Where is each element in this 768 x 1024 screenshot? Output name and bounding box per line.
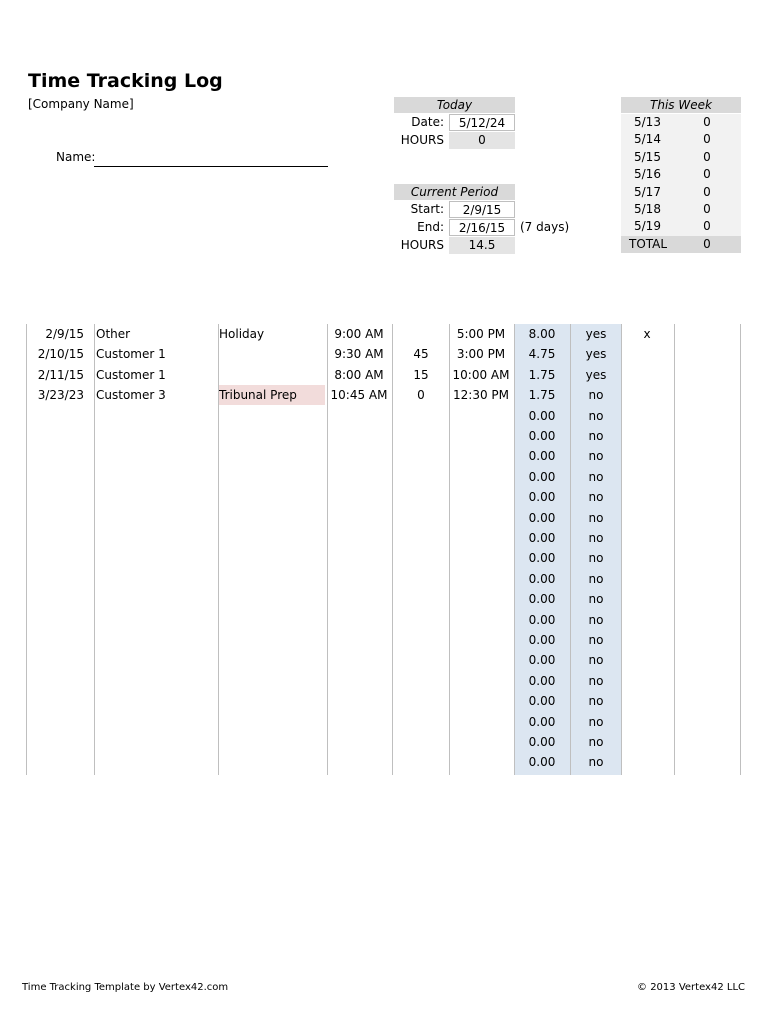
log-client-cell[interactable]: Customer 1 xyxy=(96,367,166,382)
log-billable-cell[interactable]: no xyxy=(588,592,604,607)
log-break-cell[interactable] xyxy=(394,630,448,650)
log-time-in-cell[interactable]: 8:00 AM xyxy=(334,367,384,382)
week-day-date: 5/18 xyxy=(634,201,661,216)
log-break-cell[interactable] xyxy=(394,487,448,507)
week-day-hours: 0 xyxy=(703,115,711,129)
table-row xyxy=(26,365,741,385)
log-client-cell[interactable] xyxy=(96,528,216,548)
log-time-out-cell[interactable] xyxy=(450,712,512,732)
log-date-cell[interactable]: 3/23/23 xyxy=(37,388,84,403)
log-billable-cell[interactable]: no xyxy=(588,571,604,586)
log-time-out-cell[interactable] xyxy=(450,752,512,772)
table-row xyxy=(26,467,741,487)
name-field[interactable] xyxy=(94,166,328,167)
log-billable-cell[interactable]: no xyxy=(588,714,604,729)
log-time-out-cell[interactable] xyxy=(450,508,512,528)
log-flag-cell[interactable] xyxy=(622,467,672,487)
period-end-label: End: xyxy=(417,220,444,234)
log-billable-cell[interactable]: no xyxy=(588,510,604,525)
log-flag-cell[interactable] xyxy=(622,446,672,466)
log-time-in-cell[interactable] xyxy=(328,671,390,691)
table-row xyxy=(26,732,741,752)
log-time-in-cell[interactable] xyxy=(328,426,390,446)
log-break-cell[interactable]: 0 xyxy=(417,388,425,403)
log-billable-cell[interactable]: no xyxy=(588,408,604,423)
table-row xyxy=(26,569,741,589)
log-task-cell[interactable]: Tribunal Prep xyxy=(219,385,325,405)
log-time-in-cell[interactable] xyxy=(328,589,390,609)
log-break-cell[interactable] xyxy=(394,732,448,752)
week-day-hours: 0 xyxy=(703,219,711,234)
log-time-out-cell[interactable]: 12:30 PM xyxy=(453,388,509,403)
log-client-cell[interactable] xyxy=(96,650,216,670)
log-client-cell[interactable] xyxy=(96,671,216,691)
log-client-cell[interactable]: Other xyxy=(96,327,131,341)
week-day-row xyxy=(621,184,741,201)
table-row xyxy=(26,406,741,426)
log-date-cell[interactable] xyxy=(26,487,84,507)
log-hours-cell: 0.00 xyxy=(528,408,556,423)
log-client-cell[interactable] xyxy=(96,712,216,732)
log-task-cell[interactable] xyxy=(219,365,325,385)
log-task-cell[interactable] xyxy=(219,406,325,426)
log-time-out-cell[interactable] xyxy=(450,650,512,670)
log-task-cell[interactable] xyxy=(219,732,325,752)
log-billable-cell[interactable]: no xyxy=(588,490,604,505)
table-row xyxy=(26,589,741,609)
log-time-out-cell[interactable]: 3:00 PM xyxy=(456,347,506,362)
log-hours-cell: 0.00 xyxy=(528,755,556,770)
log-hours-cell: 8.00 xyxy=(528,327,556,341)
log-date-cell[interactable] xyxy=(26,671,84,691)
table-row xyxy=(26,630,741,650)
log-billable-cell[interactable]: no xyxy=(588,388,604,403)
log-flag-cell[interactable] xyxy=(622,548,672,568)
log-date-cell[interactable] xyxy=(26,691,84,711)
log-hours-cell: 0.00 xyxy=(528,490,556,505)
log-time-in-cell[interactable]: 10:45 AM xyxy=(330,388,388,403)
period-days-note: (7 days) xyxy=(520,220,570,234)
log-task-cell[interactable] xyxy=(219,630,325,650)
today-heading: Today xyxy=(394,97,515,113)
log-task-cell[interactable] xyxy=(219,446,325,466)
log-client-cell[interactable] xyxy=(96,467,216,487)
log-hours-cell: 0.00 xyxy=(528,571,556,586)
log-flag-cell[interactable] xyxy=(622,508,672,528)
log-time-in-cell[interactable] xyxy=(328,467,390,487)
log-flag-cell[interactable] xyxy=(622,650,672,670)
log-task-cell[interactable] xyxy=(219,467,325,487)
table-row xyxy=(26,487,741,507)
today-date-label: Date: xyxy=(411,115,444,129)
log-time-in-cell[interactable]: 9:30 AM xyxy=(334,347,384,362)
table-row xyxy=(26,446,741,466)
log-date-cell[interactable] xyxy=(26,732,84,752)
log-client-cell[interactable] xyxy=(96,426,216,446)
log-date-cell[interactable] xyxy=(26,426,84,446)
log-break-cell[interactable]: 15 xyxy=(413,367,429,382)
table-row xyxy=(26,385,741,405)
log-flag-cell[interactable] xyxy=(622,385,672,405)
log-time-out-cell[interactable]: 5:00 PM xyxy=(456,327,506,341)
log-break-cell[interactable] xyxy=(394,610,448,630)
log-date-cell[interactable] xyxy=(26,712,84,732)
table-row xyxy=(26,426,741,446)
log-time-out-cell[interactable] xyxy=(450,406,512,426)
table-row xyxy=(26,548,741,568)
log-break-cell[interactable] xyxy=(394,589,448,609)
log-client-cell[interactable] xyxy=(96,569,216,589)
log-client-cell[interactable] xyxy=(96,752,216,772)
log-break-cell[interactable] xyxy=(394,426,448,446)
log-time-in-cell[interactable] xyxy=(328,732,390,752)
period-start-value[interactable]: 2/9/15 xyxy=(449,201,515,218)
log-client-cell[interactable]: Customer 1 xyxy=(96,347,166,362)
log-hours-cell: 0.00 xyxy=(528,735,556,749)
log-flag-cell[interactable] xyxy=(622,528,672,548)
time-log-table xyxy=(26,324,741,775)
table-row xyxy=(26,508,741,528)
log-date-cell[interactable] xyxy=(26,406,84,426)
week-day-hours: 0 xyxy=(703,167,711,182)
log-flag-cell[interactable] xyxy=(622,732,672,752)
log-time-in-cell[interactable] xyxy=(328,630,390,650)
period-hours-value: 14.5 xyxy=(449,237,515,254)
log-task-cell[interactable] xyxy=(219,528,325,548)
today-hours-value: 0 xyxy=(449,132,515,149)
log-time-out-cell[interactable] xyxy=(450,426,512,446)
log-date-cell[interactable] xyxy=(26,446,84,466)
week-day-date: 5/19 xyxy=(634,219,661,234)
today-date-value[interactable]: 5/12/24 xyxy=(449,114,515,131)
log-flag-cell[interactable] xyxy=(622,344,672,364)
log-time-in-cell[interactable] xyxy=(328,548,390,568)
table-row xyxy=(26,528,741,548)
log-task-cell[interactable] xyxy=(219,548,325,568)
log-date-cell[interactable] xyxy=(26,508,84,528)
log-time-in-cell[interactable] xyxy=(328,691,390,711)
log-time-out-cell[interactable] xyxy=(450,610,512,630)
log-time-out-cell[interactable]: 10:00 AM xyxy=(452,367,510,382)
week-total-row xyxy=(621,236,741,253)
log-billable-cell[interactable]: no xyxy=(588,469,604,484)
week-day-date: 5/17 xyxy=(634,184,661,199)
log-client-cell[interactable] xyxy=(96,548,216,568)
log-billable-cell[interactable]: no xyxy=(588,735,604,749)
log-client-cell[interactable] xyxy=(96,732,216,752)
log-break-cell[interactable] xyxy=(394,548,448,568)
log-flag-cell[interactable] xyxy=(622,630,672,650)
log-task-cell[interactable] xyxy=(219,426,325,446)
log-task-cell[interactable] xyxy=(219,671,325,691)
log-task-cell[interactable] xyxy=(219,712,325,732)
log-time-in-cell[interactable] xyxy=(328,569,390,589)
week-day-date: 5/16 xyxy=(634,167,661,182)
log-flag-cell[interactable] xyxy=(622,610,672,630)
log-date-cell[interactable] xyxy=(26,528,84,548)
log-hours-cell: 0.00 xyxy=(528,449,556,464)
log-time-out-cell[interactable] xyxy=(450,467,512,487)
log-time-out-cell[interactable] xyxy=(450,732,512,752)
log-hours-cell: 0.00 xyxy=(528,469,556,484)
log-flag-cell[interactable] xyxy=(622,589,672,609)
log-break-cell[interactable] xyxy=(394,650,448,670)
log-task-cell[interactable] xyxy=(219,569,325,589)
table-row xyxy=(26,344,741,364)
log-time-in-cell[interactable] xyxy=(328,487,390,507)
table-row xyxy=(26,650,741,670)
log-time-out-cell[interactable] xyxy=(450,528,512,548)
log-break-cell[interactable] xyxy=(394,528,448,548)
today-hours-label: HOURS xyxy=(400,133,444,147)
log-hours-cell: 0.00 xyxy=(528,551,556,566)
log-billable-cell[interactable]: yes xyxy=(585,367,607,382)
log-time-in-cell[interactable] xyxy=(328,610,390,630)
log-hours-cell: 0.00 xyxy=(528,694,556,709)
log-billable-cell[interactable]: no xyxy=(588,653,604,668)
log-client-cell[interactable] xyxy=(96,610,216,630)
log-date-cell[interactable]: 2/11/15 xyxy=(37,367,84,382)
log-billable-cell[interactable]: yes xyxy=(585,327,607,341)
table-row xyxy=(26,691,741,711)
log-client-cell[interactable] xyxy=(96,508,216,528)
log-hours-cell: 0.00 xyxy=(528,653,556,668)
log-flag-cell[interactable] xyxy=(622,712,672,732)
log-time-in-cell[interactable] xyxy=(328,712,390,732)
period-start-label: Start: xyxy=(410,202,444,216)
log-break-cell[interactable] xyxy=(394,671,448,691)
log-hours-cell: 0.00 xyxy=(528,531,556,545)
table-row xyxy=(26,324,741,344)
log-billable-cell[interactable]: no xyxy=(588,429,604,443)
week-day-date: 5/15 xyxy=(634,149,661,164)
log-hours-cell: 4.75 xyxy=(528,347,556,362)
log-date-cell[interactable] xyxy=(26,569,84,589)
log-flag-cell[interactable] xyxy=(622,569,672,589)
week-day-hours: 0 xyxy=(703,149,711,164)
log-billable-cell[interactable]: no xyxy=(588,531,604,545)
log-break-cell[interactable] xyxy=(394,508,448,528)
log-client-cell[interactable] xyxy=(96,630,216,650)
footer-left: Time Tracking Template by Vertex42.com xyxy=(22,982,229,993)
week-day-hours: 0 xyxy=(703,132,711,147)
log-flag-cell[interactable] xyxy=(622,691,672,711)
company-name[interactable]: [Company Name] xyxy=(28,97,134,111)
week-day-row xyxy=(621,131,741,148)
week-day-hours: 0 xyxy=(703,184,711,199)
table-row xyxy=(26,712,741,732)
week-summary xyxy=(621,114,741,253)
log-time-in-cell[interactable]: 9:00 AM xyxy=(334,327,384,341)
log-client-cell[interactable] xyxy=(96,691,216,711)
log-client-cell[interactable] xyxy=(96,487,216,507)
log-time-out-cell[interactable] xyxy=(450,630,512,650)
log-billable-cell[interactable]: no xyxy=(588,612,604,627)
period-heading: Current Period xyxy=(394,184,515,200)
log-date-cell[interactable] xyxy=(26,548,84,568)
week-total-label: TOTAL xyxy=(629,236,668,251)
log-break-cell[interactable] xyxy=(394,569,448,589)
log-billable-cell[interactable]: no xyxy=(588,673,604,688)
log-hours-cell: 1.75 xyxy=(528,367,556,382)
log-date-cell[interactable]: 2/9/15 xyxy=(45,327,84,341)
log-flag-cell[interactable] xyxy=(622,671,672,691)
week-day-hours: 0 xyxy=(703,201,711,216)
week-day-row xyxy=(621,201,741,218)
page-title: Time Tracking Log xyxy=(28,70,223,92)
log-time-in-cell[interactable] xyxy=(328,446,390,466)
log-task-cell[interactable] xyxy=(219,508,325,528)
week-day-row xyxy=(621,166,741,183)
table-row xyxy=(26,610,741,630)
log-task-cell[interactable] xyxy=(219,344,325,364)
log-hours-cell: 0.00 xyxy=(528,633,556,647)
log-client-cell[interactable] xyxy=(96,406,216,426)
log-date-cell[interactable]: 2/10/15 xyxy=(37,347,84,362)
period-end-value[interactable]: 2/16/15 xyxy=(449,219,515,236)
log-break-cell[interactable] xyxy=(394,691,448,711)
log-date-cell[interactable] xyxy=(26,650,84,670)
log-time-in-cell[interactable] xyxy=(328,406,390,426)
log-date-cell[interactable] xyxy=(26,467,84,487)
log-time-out-cell[interactable] xyxy=(450,691,512,711)
log-time-out-cell[interactable] xyxy=(450,446,512,466)
log-flag-cell[interactable] xyxy=(622,365,672,385)
log-hours-cell: 0.00 xyxy=(528,429,556,443)
week-day-row xyxy=(621,114,741,131)
log-break-cell[interactable] xyxy=(394,467,448,487)
log-break-cell[interactable] xyxy=(394,752,448,772)
log-break-cell[interactable] xyxy=(394,446,448,466)
log-time-in-cell[interactable] xyxy=(328,528,390,548)
log-task-cell[interactable]: Holiday xyxy=(219,327,265,341)
log-hours-cell: 0.00 xyxy=(528,673,556,688)
log-client-cell[interactable] xyxy=(96,446,216,466)
log-date-cell[interactable] xyxy=(26,610,84,630)
log-time-out-cell[interactable] xyxy=(450,548,512,568)
table-row xyxy=(26,752,741,772)
log-time-out-cell[interactable] xyxy=(450,487,512,507)
log-task-cell[interactable] xyxy=(219,691,325,711)
log-date-cell[interactable] xyxy=(26,589,84,609)
log-task-cell[interactable] xyxy=(219,487,325,507)
log-task-cell[interactable] xyxy=(219,752,325,772)
log-date-cell[interactable] xyxy=(26,630,84,650)
log-flag-cell[interactable] xyxy=(622,487,672,507)
log-flag-cell[interactable] xyxy=(622,406,672,426)
period-hours-label: HOURS xyxy=(400,238,444,252)
log-hours-cell: 0.00 xyxy=(528,612,556,627)
log-task-cell[interactable] xyxy=(219,610,325,630)
week-total-value: 0 xyxy=(703,236,711,251)
log-flag-cell[interactable] xyxy=(622,752,672,772)
log-billable-cell[interactable]: no xyxy=(588,633,604,647)
log-task-cell[interactable] xyxy=(219,650,325,670)
log-break-cell[interactable] xyxy=(394,712,448,732)
log-time-out-cell[interactable] xyxy=(450,569,512,589)
log-hours-cell: 0.00 xyxy=(528,592,556,607)
log-break-cell[interactable]: 45 xyxy=(413,347,429,362)
log-client-cell[interactable]: Customer 3 xyxy=(96,388,166,403)
log-billable-cell[interactable]: no xyxy=(588,694,604,709)
log-client-cell[interactable] xyxy=(96,589,216,609)
log-task-cell[interactable] xyxy=(219,589,325,609)
log-time-out-cell[interactable] xyxy=(450,589,512,609)
log-hours-cell: 0.00 xyxy=(528,510,556,525)
log-time-in-cell[interactable] xyxy=(328,508,390,528)
log-break-cell[interactable] xyxy=(394,324,448,344)
log-time-in-cell[interactable] xyxy=(328,752,390,772)
week-heading: This Week xyxy=(621,97,741,113)
log-billable-cell[interactable]: no xyxy=(588,551,604,566)
footer-right: © 2013 Vertex42 LLC xyxy=(637,982,745,993)
week-day-row xyxy=(621,149,741,166)
log-flag-cell[interactable] xyxy=(622,426,672,446)
table-row xyxy=(26,671,741,691)
week-day-row xyxy=(621,218,741,235)
log-billable-cell[interactable]: yes xyxy=(585,347,607,362)
log-time-out-cell[interactable] xyxy=(450,671,512,691)
log-break-cell[interactable] xyxy=(394,406,448,426)
log-billable-cell[interactable]: no xyxy=(588,755,604,770)
log-date-cell[interactable] xyxy=(26,752,84,772)
name-label: Name: xyxy=(56,150,96,164)
log-hours-cell: 0.00 xyxy=(528,714,556,729)
log-flag-cell[interactable]: x xyxy=(643,327,651,341)
week-day-date: 5/14 xyxy=(634,132,661,147)
week-day-date: 5/13 xyxy=(634,115,661,129)
log-billable-cell[interactable]: no xyxy=(588,449,604,464)
log-time-in-cell[interactable] xyxy=(328,650,390,670)
log-hours-cell: 1.75 xyxy=(528,388,556,403)
